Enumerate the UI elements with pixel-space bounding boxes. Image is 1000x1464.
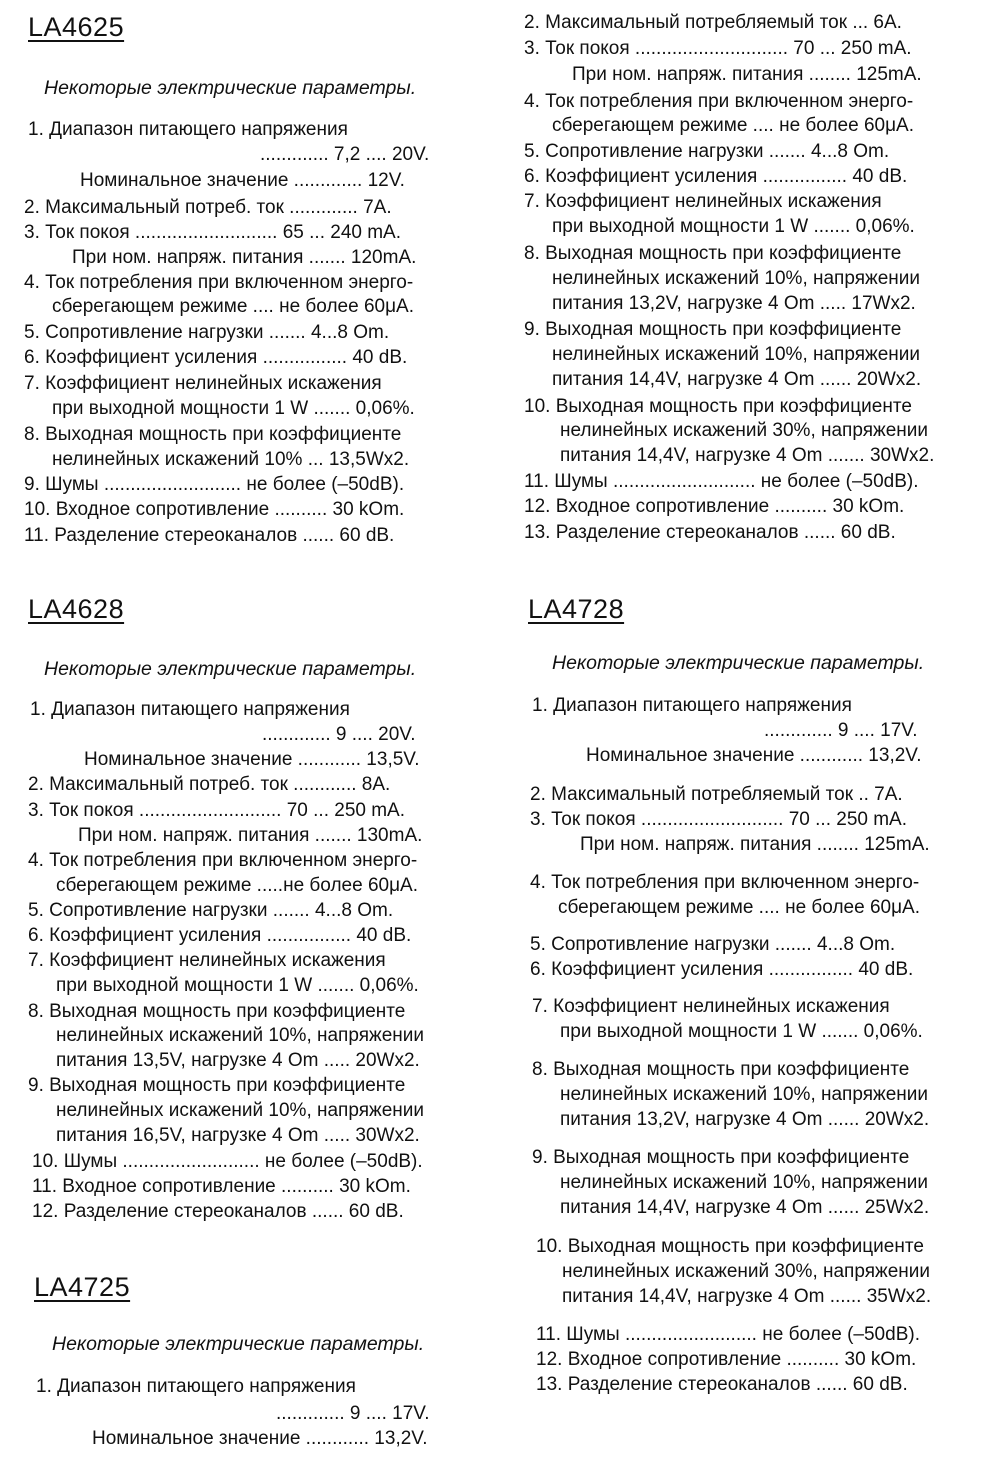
param-line: 3. Ток покоя ........................... 70 ... 250 mA. [28, 800, 406, 821]
param-line: 6. Коэффициент усиления ................ 40 dB. [24, 347, 408, 368]
param-line: при выходной мощности 1 W ....... 0,06%. [56, 975, 419, 996]
param-line: питания 13,2V, нагрузке 4 Om ...... 20Wx2. [560, 1109, 930, 1130]
param-line: 2. Максимальный потребляемый ток .. 7A. [530, 784, 903, 805]
section-subtitle: Некоторые электрические параметры. [44, 658, 417, 680]
param-line: 5. Сопротивление нагрузки ....... 4...8 Om. [24, 322, 390, 343]
section-title: LA4625 [28, 12, 125, 42]
param-line: питания 13,5V, нагрузке 4 Om ..... 20Wx2. [56, 1050, 420, 1071]
param-line: 4. Ток потребления при включенном энерго- [28, 850, 418, 871]
param-line: 4. Ток потребления при включенном энерго- [524, 91, 914, 112]
param-line: 11. Входное сопротивление .......... 30 kOm. [32, 1176, 411, 1197]
param-line: 8. Выходная мощность при коэффициенте [532, 1059, 910, 1080]
param-line: нелинейных искажений 10%, напряжении [560, 1084, 928, 1105]
param-line: питания 14,4V, нагрузке 4 Om ....... 30Wx2. [560, 445, 935, 466]
param-line: 6. Коэффициент усиления ................ 40 dB. [28, 925, 412, 946]
param-line: 7. Коэффициент нелинейных искажения [524, 191, 882, 212]
param-line: 13. Разделение стереоканалов ...... 60 dB. [524, 522, 896, 543]
param-line: питания 14,4V, нагрузке 4 Om ...... 25Wx2. [560, 1197, 930, 1218]
param-line: сберегающем режиме .... не более 60μA. [558, 897, 920, 918]
param-line: питания 16,5V, нагрузке 4 Om ..... 30Wx2. [56, 1125, 420, 1146]
param-line: Номинальное значение ............ 13,2V. [586, 745, 922, 766]
param-line: 12. Входное сопротивление .......... 30 kOm. [524, 496, 905, 517]
param-line: 3. Ток покоя ........................... 70 ... 250 mA. [530, 809, 908, 830]
param-line: 6. Коэффициент усиления ................ 40 dB. [530, 959, 914, 980]
param-line: 10. Выходная мощность при коэффициенте [536, 1236, 924, 1257]
param-line: нелинейных искажений 10%, напряжении [56, 1025, 424, 1046]
section-title: LA4728 [528, 594, 625, 624]
param-line: сберегающем режиме .... не более 60μA. [52, 296, 414, 317]
param-line: сберегающем режиме .....не более 60μA. [56, 875, 418, 896]
param-line: 7. Коэффициент нелинейных искажения [24, 373, 382, 394]
param-line: нелинейных искажений 10%, напряжении [560, 1172, 928, 1193]
param-line: 5. Сопротивление нагрузки ....... 4...8 Om. [524, 141, 890, 162]
param-line: при выходной мощности 1 W ....... 0,06%. [52, 398, 415, 419]
section-subtitle: Некоторые электрические параметры. [552, 652, 925, 674]
param-line: питания 14,4V, нагрузке 4 Om ...... 35Wx2. [562, 1286, 932, 1307]
param-line: ............. 9 .... 17V. [764, 720, 918, 741]
param-line: Номинальное значение ............ 13,2V. [92, 1428, 428, 1449]
param-line: нелинейных искажений 30%, напряжении [560, 420, 928, 441]
param-line: 10. Входное сопротивление .......... 30 kOm. [24, 499, 405, 520]
param-line: 10. Выходная мощность при коэффициенте [524, 396, 912, 417]
param-line: Номинальное значение ............ 13,5V. [84, 749, 420, 770]
section-subtitle: Некоторые электрические параметры. [44, 77, 417, 99]
section-title: LA4725 [34, 1272, 131, 1302]
param-line: 12. Разделение стереоканалов ...... 60 dB. [32, 1201, 404, 1222]
param-line: питания 14,4V, нагрузке 4 Om ...... 20Wx2. [552, 369, 922, 390]
param-line: при выходной мощности 1 W ....... 0,06%. [552, 216, 915, 237]
param-line: питания 13,2V, нагрузке 4 Om ..... 17Wx2. [552, 293, 916, 314]
param-line: 11. Шумы ......................... не более (–50dB). [536, 1324, 920, 1345]
param-line: ............. 9 .... 20V. [262, 724, 416, 745]
param-line: 8. Выходная мощность при коэффициенте [28, 1001, 406, 1022]
section-subtitle: Некоторые электрические параметры. [52, 1333, 425, 1355]
param-line: 11. Разделение стереоканалов ...... 60 dB. [24, 525, 395, 546]
param-line: нелинейных искажений 30%, напряжении [562, 1261, 930, 1282]
param-line: При ном. напряж. питания ........ 125mA. [580, 834, 930, 855]
param-line: 3. Ток покоя ........................... 65 ... 240 mA. [24, 222, 402, 243]
param-line: ............. 9 .... 17V. [276, 1403, 430, 1424]
param-line: 9. Шумы .......................... не более (–50dB). [24, 474, 405, 495]
param-line: При ном. напряж. питания ....... 120mA. [72, 247, 417, 268]
param-line: 9. Выходная мощность при коэффициенте [524, 319, 902, 340]
param-line: нелинейных искажений 10% ... 13,5Wx2. [52, 449, 410, 470]
param-line: ............. 7,2 .... 20V. [260, 144, 430, 165]
param-line: 8. Выходная мощность при коэффициенте [524, 243, 902, 264]
param-line: 3. Ток покоя ............................. 70 ... 250 mA. [524, 38, 912, 59]
section-title: LA4628 [28, 594, 125, 624]
param-line: нелинейных искажений 10%, напряжении [552, 344, 920, 365]
param-line: 7. Коэффициент нелинейных искажения [532, 996, 890, 1017]
param-line: 1. Диапазон питающего напряжения [532, 695, 852, 716]
param-line: нелинейных искажений 10%, напряжении [56, 1100, 424, 1121]
param-line: 4. Ток потребления при включенном энерго- [24, 272, 414, 293]
param-line: сберегающем режиме .... не более 60μA. [552, 115, 914, 136]
param-line: при выходной мощности 1 W ....... 0,06%. [560, 1021, 923, 1042]
param-line: 5. Сопротивление нагрузки ....... 4...8 Om. [28, 900, 394, 921]
param-line: 4. Ток потребления при включенном энерго- [530, 872, 920, 893]
param-line: 9. Выходная мощность при коэффициенте [28, 1075, 406, 1096]
param-line: 2. Максимальный потреб. ток ............. 7A. [24, 197, 392, 218]
param-line: 2. Максимальный потреб. ток ............ 8A. [28, 774, 391, 795]
param-line: Номинальное значение ............. 12V. [80, 170, 405, 191]
param-line: 12. Входное сопротивление .......... 30 kOm. [536, 1349, 917, 1370]
param-line: 7. Коэффициент нелинейных искажения [28, 950, 386, 971]
param-line: 5. Сопротивление нагрузки ....... 4...8 Om. [530, 934, 896, 955]
param-line: нелинейных искажений 10%, напряжении [552, 268, 920, 289]
param-line: При ном. напряж. питания ........ 125mA. [572, 64, 922, 85]
param-line: 2. Максимальный потребляемый ток ... 6A. [524, 12, 902, 33]
param-line: 1. Диапазон питающего напряжения [30, 699, 350, 720]
param-line: 1. Диапазон питающего напряжения [36, 1376, 356, 1397]
param-line: 13. Разделение стереоканалов ...... 60 dB. [536, 1374, 908, 1395]
param-line: При ном. напряж. питания ....... 130mA. [78, 825, 423, 846]
param-line: 10. Шумы .......................... не более (–50dB). [32, 1151, 423, 1172]
param-line: 6. Коэффициент усиления ................ 40 dB. [524, 166, 908, 187]
param-line: 1. Диапазон питающего напряжения [28, 119, 348, 140]
param-line: 8. Выходная мощность при коэффициенте [24, 424, 402, 445]
param-line: 9. Выходная мощность при коэффициенте [532, 1147, 910, 1168]
param-line: 11. Шумы ........................... не более (–50dB). [524, 471, 919, 492]
